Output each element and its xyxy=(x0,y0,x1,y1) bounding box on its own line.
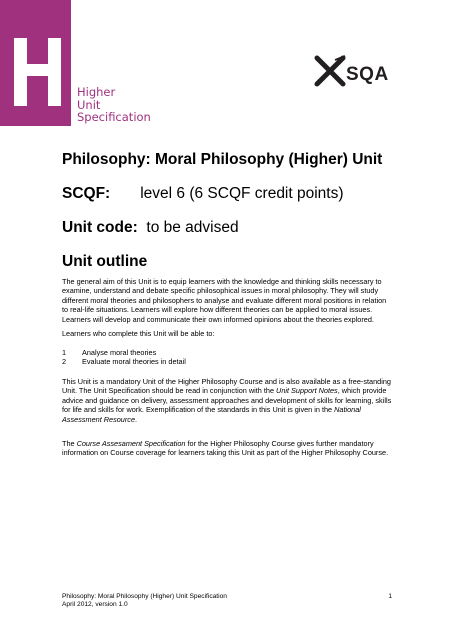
brand-wordmark xyxy=(77,86,151,124)
list-item: 1 Analyse moral theories xyxy=(62,348,157,357)
page-footer xyxy=(62,593,392,609)
scqf-label: SCQF: xyxy=(62,185,111,202)
list-item: 2 Evaluate moral theories in detail xyxy=(62,357,186,367)
unit-outline-heading: Unit outline xyxy=(62,253,148,270)
sqa-logo-text: SQA xyxy=(346,64,389,85)
brand-line: Higher xyxy=(77,85,116,99)
footer-doc-title: Philosophy: Moral Philosophy (Higher) Unit Specification xyxy=(62,593,227,600)
outline-paragraph-1: The general aim of this Unit is to equip learners with the knowledge and thinking skills necessary to examine, understand and debate specific philosophical issues in moral philosophy. They will study different moral theories and philosophers to analyse and evaluate different moral positions in relation to real-life situations. Learners will explore how different theories can be applied to moral issues. Learners will develop and communicate their own informed opinions about the theories explored. xyxy=(62,277,387,324)
unit-code-value: to be advised xyxy=(146,219,239,236)
outline-paragraph-2: Learners who complete this Unit will be able to: xyxy=(62,329,215,338)
unit-code-label: Unit code: xyxy=(62,219,138,236)
objectives-list xyxy=(62,348,392,367)
unit-code-line xyxy=(62,219,239,237)
footer-version: April 2012, version 1.0 xyxy=(62,601,128,609)
h-letter-icon xyxy=(0,0,71,126)
brand-line: Unit xyxy=(77,97,101,112)
scqf-value: level 6 (6 SCQF credit points) xyxy=(140,185,344,202)
outline-paragraph-3: This Unit is a mandatory Unit of the Higher Philosophy Course and is also available as a free-standing Unit. The Unit Specification should be read in conjunction with the Unit Support Notes, which provide advice and guidance on delivery, assessment approaches and development of skills for learning, skills for life and skills for work. Exemplification of the standards in this Unit is given in the National Assessment Resource. xyxy=(62,377,392,424)
h-logo-block xyxy=(0,0,71,126)
page-title: Philosophy: Moral Philosophy (Higher) Unit xyxy=(62,151,383,168)
scqf-line xyxy=(62,185,344,203)
outline-paragraph-4: The Course Assesament Specification for the Higher Philosophy Course gives further mandatory information on Course coverage for learners taking this Unit as part of the Higher Philosophy Course. xyxy=(62,439,389,458)
page-number: 1 xyxy=(388,593,392,600)
brand-line: Specification xyxy=(77,110,151,124)
